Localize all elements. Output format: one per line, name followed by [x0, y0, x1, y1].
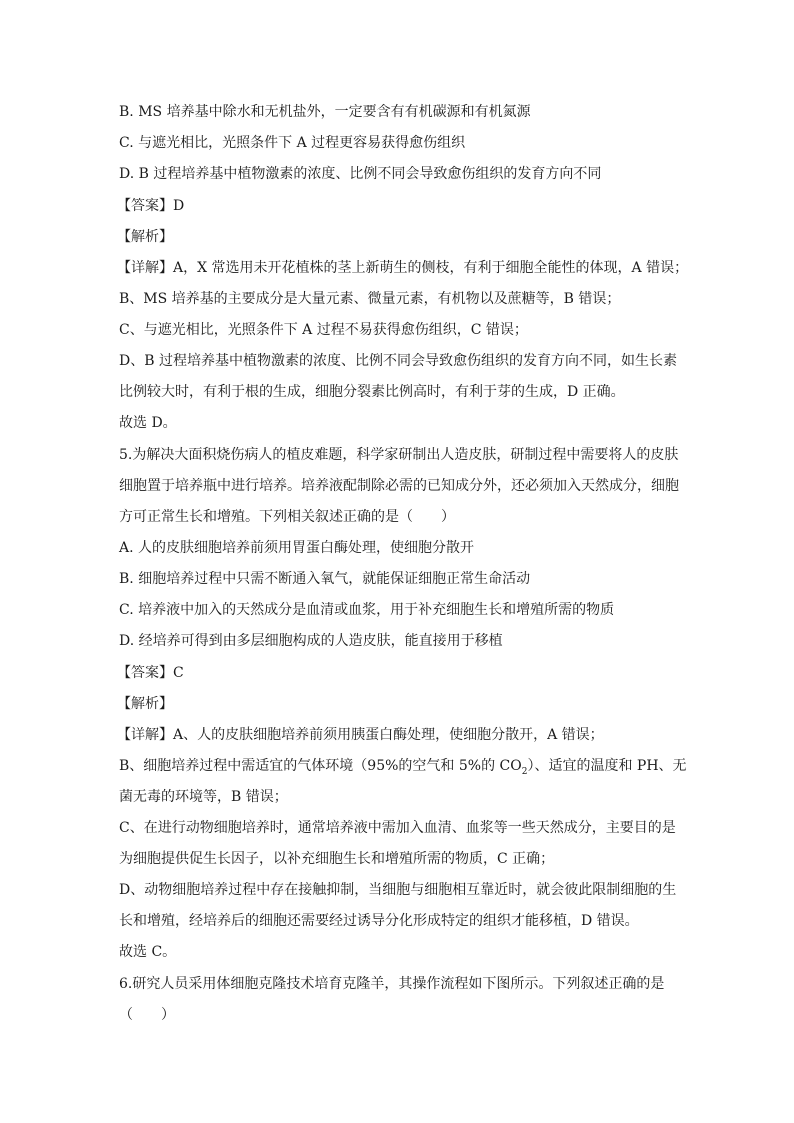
q5-option-a: A. 人的皮肤细胞培养前须用胃蛋白酶处理，使细胞分散开 [119, 540, 475, 556]
q5-answer: 【答案】C [117, 665, 184, 681]
q5-option-d: D. 经培养可得到由多层细胞构成的人造皮肤，能直接用于移植 [119, 633, 503, 649]
q5-detail-b-text-post: ）、适宜的温度和 PH、无 [527, 758, 687, 774]
q5-stem-line2: 细胞置于培养瓶中进行培养。培养液配制除必需的已知成分外，还必须加入天然成分，细胞 [119, 478, 679, 494]
q4-option-c: C. 与遮光相比，光照条件下 A 过程更容易获得愈伤组织 [119, 135, 466, 151]
q5-conclusion: 故选 C。 [119, 944, 177, 960]
co2-subscript: 2 [521, 766, 528, 777]
q4-conclusion: 故选 D。 [119, 415, 177, 431]
q5-detail-c-line1: C、在进行动物细胞培养时，通常培养液中需加入血清、血浆等一些天然成分，主要目的是 [119, 820, 676, 836]
q4-option-d: D. B 过程培养基中植物激素的浓度、比例不同会导致愈伤组织的发育方向不同 [119, 166, 602, 182]
q5-analysis-heading: 【解析】 [117, 696, 173, 712]
q5-detail-d-line1: D、动物细胞培养过程中存在接触抑制，当细胞与细胞相互靠近时，就会彼此限制细胞的生 [119, 882, 677, 898]
q4-answer: 【答案】D [117, 198, 185, 214]
q4-detail-c: C、与遮光相比，光照条件下 A 过程不易获得愈伤组织，C 错误； [119, 322, 528, 338]
q5-stem-line3: 方可正常生长和增殖。下列相关叙述正确的是（ ） [119, 509, 455, 525]
q4-analysis-heading: 【解析】 [117, 229, 173, 245]
q4-detail-d-line2: 比例较大时，有利于根的生成，细胞分裂素比例高时，有利于芽的生成，D 正确。 [119, 384, 625, 400]
q5-option-c: C. 培养液中加入的天然成分是血清或血浆，用于补充细胞生长和增殖所需的物质 [119, 602, 615, 618]
q4-detail-a: 【详解】A，X 常选用未开花植株的茎上新萌生的侧枝，有利于细胞全能性的体现，A 错误； [117, 260, 689, 276]
q5-detail-b-line1 [119, 756, 687, 776]
q5-detail-b-line2: 菌无毒的环境等，B 错误； [119, 789, 288, 805]
q6-stem-line1: 6.研究人员采用体细胞克隆技术培育克隆羊，其操作流程如下图所示。下列叙述正确的是 [119, 976, 665, 992]
q5-stem-line1: 5.为解决大面积烧伤病人的植皮难题，科学家研制出人造皮肤，研制过程中需要将人的皮肤 [119, 447, 679, 463]
q6-stem-line2: （ ） [119, 1007, 175, 1023]
q4-detail-b: B、MS 培养基的主要成分是大量元素、微量元素，有机物以及蔗糖等，B 错误； [119, 291, 621, 307]
q5-option-b: B. 细胞培养过程中只需不断通入氧气，就能保证细胞正常生命活动 [119, 571, 531, 587]
q5-detail-d-line2: 长和增殖，经培养后的细胞还需要经过诱导分化形成特定的组织才能移植，D 错误。 [119, 913, 639, 929]
q5-detail-a: 【详解】A、人的皮肤细胞培养前须用胰蛋白酶处理，使细胞分散开，A 错误； [117, 727, 604, 743]
q5-detail-c-line2: 为细胞提供促生长因子，以补充细胞生长和增殖所需的物质，C 正确； [119, 851, 555, 867]
q4-option-b: B. MS 培养基中除水和无机盐外，一定要含有有机碳源和有机氮源 [119, 104, 531, 120]
q4-detail-d-line1: D、B 过程培养基中植物激素的浓度、比例不同会导致愈伤组织的发育方向不同，如生长素 [119, 353, 677, 369]
q5-detail-b-text-pre: B、细胞培养过程中需适宜的气体环境（95%的空气和 5%的 CO [119, 758, 522, 774]
